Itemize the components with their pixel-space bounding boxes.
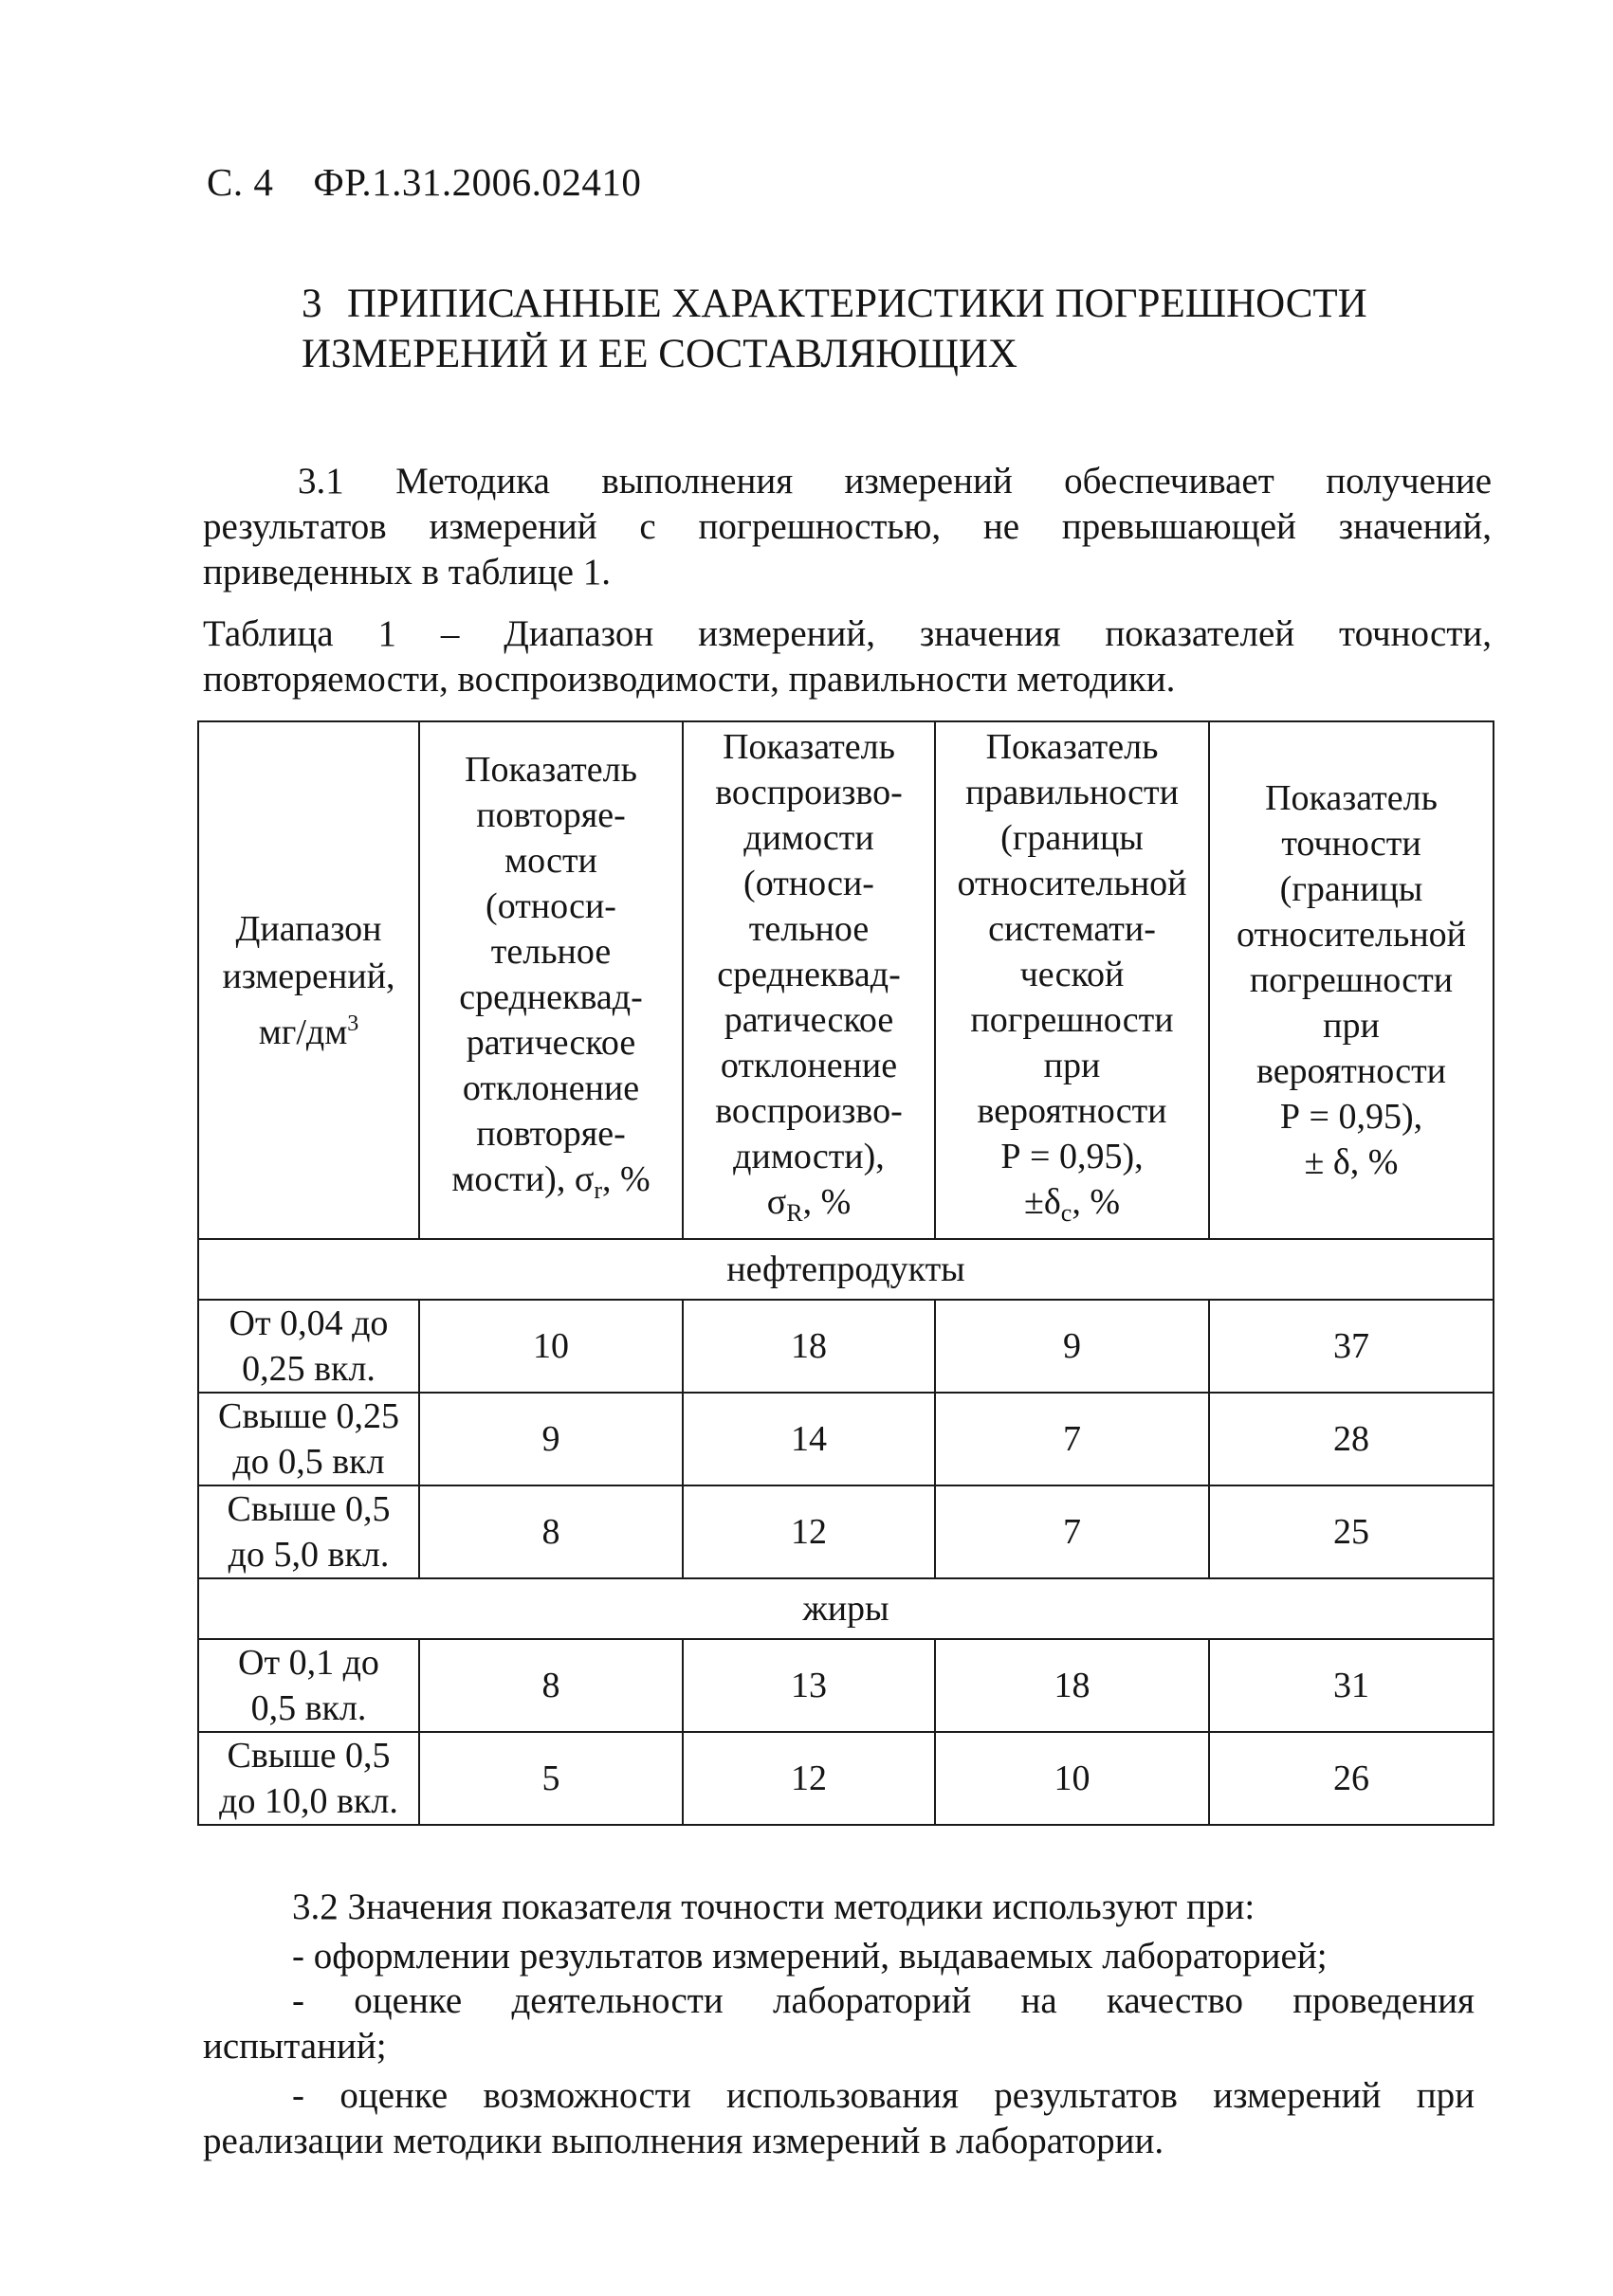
header-repeatability xyxy=(419,721,683,1239)
section-title-line2: ИЗМЕРЕНИЙ И ЕЕ СОСТАВЛЯЮЩИХ xyxy=(302,332,1017,376)
header-repr-l3: димости xyxy=(743,818,874,858)
header-rep-l3: мости xyxy=(504,841,597,881)
header-range-unit: мг/дм xyxy=(258,1011,348,1052)
header-rep-l1: Показатель xyxy=(465,750,637,790)
table-caption-line2: повторяемости, воспроизводимости, правильности методики. xyxy=(203,659,1176,700)
header-repr-sub: R xyxy=(786,1199,803,1227)
group-header-row xyxy=(198,1578,1494,1639)
header-acc-l3: (границы xyxy=(1279,869,1423,909)
value-reproducibility: 12 xyxy=(683,1732,935,1825)
header-tr-l1: Показатель xyxy=(985,727,1159,767)
group-header-row xyxy=(198,1239,1494,1300)
table-row xyxy=(198,1639,1494,1732)
para-3-2-intro: 3.2 Значения показателя точности методики используют при: xyxy=(292,1886,1256,1927)
header-repr-l9: воспроизво- xyxy=(715,1091,903,1131)
range-l1: Свыше 0,5 xyxy=(227,1736,391,1776)
list-item-3-line1: - оценке возможности использования результатов измерений при xyxy=(292,2075,1475,2116)
value-trueness: 9 xyxy=(935,1300,1209,1393)
accuracy-table xyxy=(197,720,1494,1826)
value-accuracy: 31 xyxy=(1209,1639,1494,1732)
table-row xyxy=(198,1393,1494,1485)
header-repr-l11 xyxy=(687,1179,930,1236)
header-range-l3 xyxy=(203,1000,414,1056)
range-l2: 0,25 вкл. xyxy=(242,1349,376,1389)
range-l2: 0,5 вкл. xyxy=(250,1688,367,1728)
header-repr-tail: , % xyxy=(802,1182,852,1222)
value-repeatability: 10 xyxy=(419,1300,683,1393)
header-rep-tail: , % xyxy=(601,1159,651,1199)
range-cell xyxy=(198,1300,419,1393)
group-name-oil-products: нефтепродукты xyxy=(198,1239,1494,1300)
header-acc-l5: погрешности xyxy=(1249,960,1454,1000)
header-acc-l1: Показатель xyxy=(1265,778,1438,818)
value-trueness: 7 xyxy=(935,1393,1209,1485)
value-repeatability: 9 xyxy=(419,1393,683,1485)
group-name-fats: жиры xyxy=(198,1578,1494,1639)
list-item-2-line2: испытаний; xyxy=(203,2026,387,2067)
header-rep-l6: среднеквад- xyxy=(459,977,643,1017)
header-repr-l1: Показатель xyxy=(723,727,895,767)
header-tr-l5: системати- xyxy=(988,909,1156,949)
para-3-1-line1: 3.1 Методика выполнения измерений обеспечивает получение xyxy=(298,461,1492,501)
header-rep-l7: ратическое xyxy=(466,1023,636,1063)
value-repeatability: 8 xyxy=(419,1485,683,1578)
section-heading xyxy=(302,279,1367,379)
header-repr-l7: ратическое xyxy=(724,1000,894,1040)
paragraph-3-1 xyxy=(203,459,1492,595)
section-number: 3 xyxy=(302,282,322,326)
range-l1: От 0,04 до xyxy=(229,1303,389,1343)
header-accuracy xyxy=(1209,721,1494,1239)
header-tr-tail: , % xyxy=(1072,1182,1120,1222)
header-tr-l2: правильности xyxy=(965,773,1179,812)
header-repr-l4: (относи- xyxy=(743,864,874,903)
range-cell xyxy=(198,1485,419,1578)
list-item-1: - оформлении результатов измерений, выдаваемых лабораторией; xyxy=(292,1936,1328,1977)
range-l1: Свыше 0,25 xyxy=(218,1396,399,1436)
header-rep-l10 xyxy=(424,1157,678,1213)
header-repr-l2: воспроизво- xyxy=(715,773,903,812)
section-title-line1: ПРИПИСАННЫЕ ХАРАКТЕРИСТИКИ ПОГРЕШНОСТИ xyxy=(347,282,1367,326)
header-repr-l8: отклонение xyxy=(720,1046,898,1085)
range-cell xyxy=(198,1393,419,1485)
header-rep-l4: (относи- xyxy=(486,886,616,926)
header-acc-l7: вероятности xyxy=(1256,1051,1447,1091)
header-reproducibility xyxy=(683,721,935,1239)
range-l2: до 10,0 вкл. xyxy=(219,1781,398,1821)
header-tr-l9: вероятности xyxy=(977,1091,1167,1131)
page-header xyxy=(207,159,641,205)
value-accuracy: 37 xyxy=(1209,1300,1494,1393)
para-3-1-line3: приведенных в таблице 1. xyxy=(203,552,611,592)
header-tr-l8: при xyxy=(1043,1046,1101,1085)
value-trueness: 18 xyxy=(935,1639,1209,1732)
header-acc-l6: при xyxy=(1323,1006,1380,1046)
value-accuracy: 28 xyxy=(1209,1393,1494,1485)
range-l2: до 5,0 вкл. xyxy=(228,1535,390,1575)
value-reproducibility: 13 xyxy=(683,1639,935,1732)
value-trueness: 10 xyxy=(935,1732,1209,1825)
header-tr-l10: Р = 0,95), xyxy=(1000,1137,1144,1176)
header-tr-l6: ческой xyxy=(1019,955,1125,994)
value-accuracy: 25 xyxy=(1209,1485,1494,1578)
header-trueness xyxy=(935,721,1209,1239)
value-repeatability: 8 xyxy=(419,1639,683,1732)
list-item-3 xyxy=(203,2073,1475,2164)
header-repr-l5: тельное xyxy=(748,909,870,949)
header-acc-l8: Р = 0,95), xyxy=(1279,1097,1423,1137)
header-tr-l4: относительной xyxy=(957,864,1187,903)
range-l1: От 0,1 до xyxy=(238,1643,379,1683)
header-acc-l4: относительной xyxy=(1236,915,1467,955)
header-rep-last: мости), σ xyxy=(451,1159,595,1199)
value-reproducibility: 14 xyxy=(683,1393,935,1485)
value-reproducibility: 12 xyxy=(683,1485,935,1578)
header-rep-sub: r xyxy=(594,1176,602,1204)
table-row xyxy=(198,1485,1494,1578)
value-reproducibility: 18 xyxy=(683,1300,935,1393)
header-rep-l9: повторяе- xyxy=(476,1114,626,1154)
list-item-2-line1: - оценке деятельности лабораторий на качество проведения xyxy=(292,1980,1475,2021)
header-repr-l6: среднеквад- xyxy=(717,955,901,994)
header-rep-l5: тельное xyxy=(490,932,612,972)
table-row xyxy=(198,1300,1494,1393)
header-range-sup: 3 xyxy=(347,1011,359,1036)
header-tr-sub: c xyxy=(1060,1199,1072,1227)
header-acc-l2: точности xyxy=(1281,824,1421,864)
header-range-l1: Диапазон xyxy=(235,908,382,949)
header-repr-l10: димости), xyxy=(733,1137,885,1176)
table-row xyxy=(198,1732,1494,1825)
page-number: С. 4 xyxy=(207,160,274,204)
value-trueness: 7 xyxy=(935,1485,1209,1578)
header-range-l2: измерений, xyxy=(222,956,395,996)
value-repeatability: 5 xyxy=(419,1732,683,1825)
range-cell xyxy=(198,1732,419,1825)
header-repr-last: σ xyxy=(766,1182,787,1222)
document-code: ФР.1.31.2006.02410 xyxy=(313,160,642,204)
para-3-1-line2: результатов измерений с погрешностью, не превышающей значений, xyxy=(203,506,1492,547)
header-tr-l7: погрешности xyxy=(970,1000,1174,1040)
header-acc-l9: ± δ, % xyxy=(1304,1142,1399,1182)
list-item-3-line2: реализации методики выполнения измерений в лаборатории. xyxy=(203,2121,1164,2161)
range-cell xyxy=(198,1639,419,1732)
range-l2: до 0,5 вкл xyxy=(232,1442,385,1482)
header-range xyxy=(198,721,419,1239)
header-tr-last: ±δ xyxy=(1024,1182,1061,1222)
table-caption-line1: Таблица 1 – Диапазон измерений, значения показателей точности, xyxy=(203,613,1492,654)
range-l1: Свыше 0,5 xyxy=(227,1489,391,1529)
header-rep-l8: отклонение xyxy=(462,1068,640,1108)
table-caption xyxy=(203,611,1492,702)
header-rep-l2: повторяе- xyxy=(476,795,626,835)
table-header-row xyxy=(198,721,1494,1239)
header-tr-l11 xyxy=(940,1179,1204,1236)
list-item-2 xyxy=(203,1978,1475,2069)
header-tr-l3: (границы xyxy=(1000,818,1144,858)
value-accuracy: 26 xyxy=(1209,1732,1494,1825)
